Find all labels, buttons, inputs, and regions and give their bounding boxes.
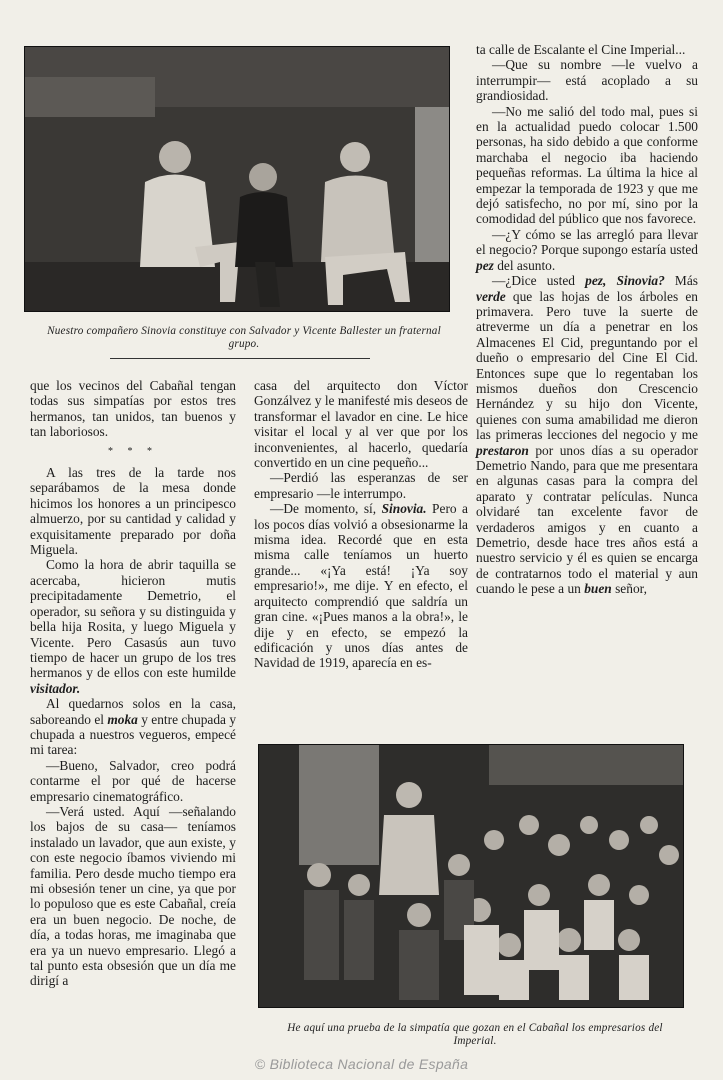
- photo-top-caption: Nuestro compañero Sinovia constituye con Salvador y Vicente Ballester un fraternal grupo.: [47, 325, 441, 350]
- paragraph: [30, 696, 236, 758]
- paragraph: [254, 501, 468, 670]
- photo-bottom-caption: He aquí una prueba de la simpatía que gozan en el Cabañal los empresarios del Imperial.: [287, 1022, 663, 1047]
- paragraph: casa del arquitecto don Víctor Gonzálvez y le manifesté mis deseos de transformar el lavador en cine. Le hice visitar el local y al ver que por los inconvenientes, al hacerlo, quedaría convertido en un cine pequeño...: [254, 378, 468, 471]
- photo-image: [259, 745, 683, 1007]
- emphasis: pez, Sinovia?: [585, 273, 665, 289]
- paragraph: ta calle de Escalante el Cine Imperial...: [476, 42, 686, 57]
- paragraph: —Perdió las esperanzas de ser empresario —le interrumpo.: [254, 470, 468, 501]
- column-left: [30, 378, 236, 989]
- paragraph: —No me salió del todo mal, pues si en la actualidad puedo colocar 1.500 personas, ha sido debido a que conforme marchaba el negocio iba haciendo pequeñas reformas. La última la hice al empezar la temporada de 1923 y que me dejó satisfecho, no por mí, sino por la comodidad del público que nos favorece.: [476, 103, 698, 227]
- paragraph: [30, 557, 236, 696]
- emphasis: Sinovia.: [381, 501, 427, 517]
- paragraph: —Verá usted. Aquí —señalando los bajos de su casa— teníamos instalado un lavador, que aun existe, y con este negocio íbamos viviendo mi familia. Pero desde mucho tiempo era mi obsesión tener un cine, ya que por lo populoso que es este Cabañal, creía era un buen negocio. De noche, de día, a todas horas, me imaginaba que era ya un nuevo empresario. Llegó a tal punto esta obsesión que un día me dirigí a: [30, 803, 236, 989]
- caption-divider: [110, 358, 370, 359]
- text-run: señor,: [611, 581, 647, 597]
- emphasis: verde: [476, 288, 506, 304]
- copyright-footer: © Biblioteca Nacional de España: [254, 1056, 469, 1072]
- photo-crowd: [258, 744, 684, 1008]
- text-run: —De momento, sí,: [270, 501, 382, 517]
- text-run: por unos días a su operador Demetrio Nando, para que me presentara en algunas casas para la compra del aparato y contratar películas. Nunca olvidaré tan excelente favor de verdaderos amigos y en cuanto a Demetrio, desde hace tres años está a nuestro servicio y él es quien se encarga de contratarnos todo el material y aun cuando le pese a un: [476, 442, 698, 597]
- text-run: —¿Y cómo se las arregló para llevar el negocio? Porque supongo estaría usted: [476, 226, 698, 258]
- text-run: Más: [664, 273, 698, 289]
- text-run: —¿Dice usted: [492, 273, 586, 289]
- text-run: Al quedarnos solos en la casa, saboreando el: [30, 696, 236, 727]
- column-right-upper: [476, 42, 698, 597]
- column-middle: [254, 378, 468, 671]
- emphasis: prestaron: [476, 442, 529, 458]
- text-run: del asunto.: [493, 257, 556, 273]
- text-run: y entre chupada y chupada a nuestros vegueros, empecé mi tarea:: [30, 711, 237, 758]
- text-run: que las hojas de los árboles en primavera. Pero tuve la suerte de atreverme un día a penetrar en los Almacenes El Cid, preguntando por el dueño o empresario del Cine El Cid. Entonces supe que lo regentaban los mismos dueños don Crescencio Hernández y su hijo don Vicente, quienes con suma amabilidad me dieron las primeras lecciones del negocio y me: [476, 288, 698, 443]
- emphasis: pez: [476, 257, 494, 273]
- emphasis: buen: [584, 581, 612, 597]
- photo-group-three-men: [24, 46, 450, 312]
- emphasis: visitador.: [30, 680, 81, 696]
- photo-image: [25, 47, 449, 311]
- paragraph: —Bueno, Salvador, creo podrá contarme el por qué de hacerse empresario cinematográfico.: [30, 757, 236, 804]
- text-run: Pero a los pocos días volvió a obsesionarme la misma idea. Recordé que en esta misma calle teníamos un huerto grande... «¡Ya está! ¡Ya soy empresario!», me dije. Y en efecto, el arquitecto comprendió que saldría un gran cine. «¡Pues manos a la obra!», le dije y en efecto, se empezó la edificación y unos días antes de Navidad de 1919, aparecía en es-: [254, 501, 468, 671]
- paragraph: —Que su nombre —le vuelvo a interrumpir— está acoplado a su grandiosidad.: [476, 57, 698, 104]
- paragraph: [476, 227, 698, 273]
- emphasis: moka: [107, 711, 138, 727]
- paragraph: que los vecinos del Cabañal tengan todas sus simpatías por estos tres hermanos, tan unidos, tan buenos y tan laboriosos.: [30, 378, 236, 440]
- paragraph: A las tres de la tarde nos separábamos de la mesa donde hicimos los honores a un principesco almuerzo, por su cantidad y calidad y exquisitamente preparado por doña Miguela.: [30, 465, 236, 558]
- section-separator: * * *: [108, 445, 158, 457]
- paragraph: [476, 273, 698, 597]
- text-run: Como la hora de abrir taquilla se acercaba, hicieron mutis precipitadamente Demetrio, el operador, su señora y su distinguida y bella hija Rosita, y luego Miguela y Vicente. Pero Casasús aun tuvo tiempo de hacer un grupo de los tres hermanos y de ellos con este humilde: [30, 557, 236, 681]
